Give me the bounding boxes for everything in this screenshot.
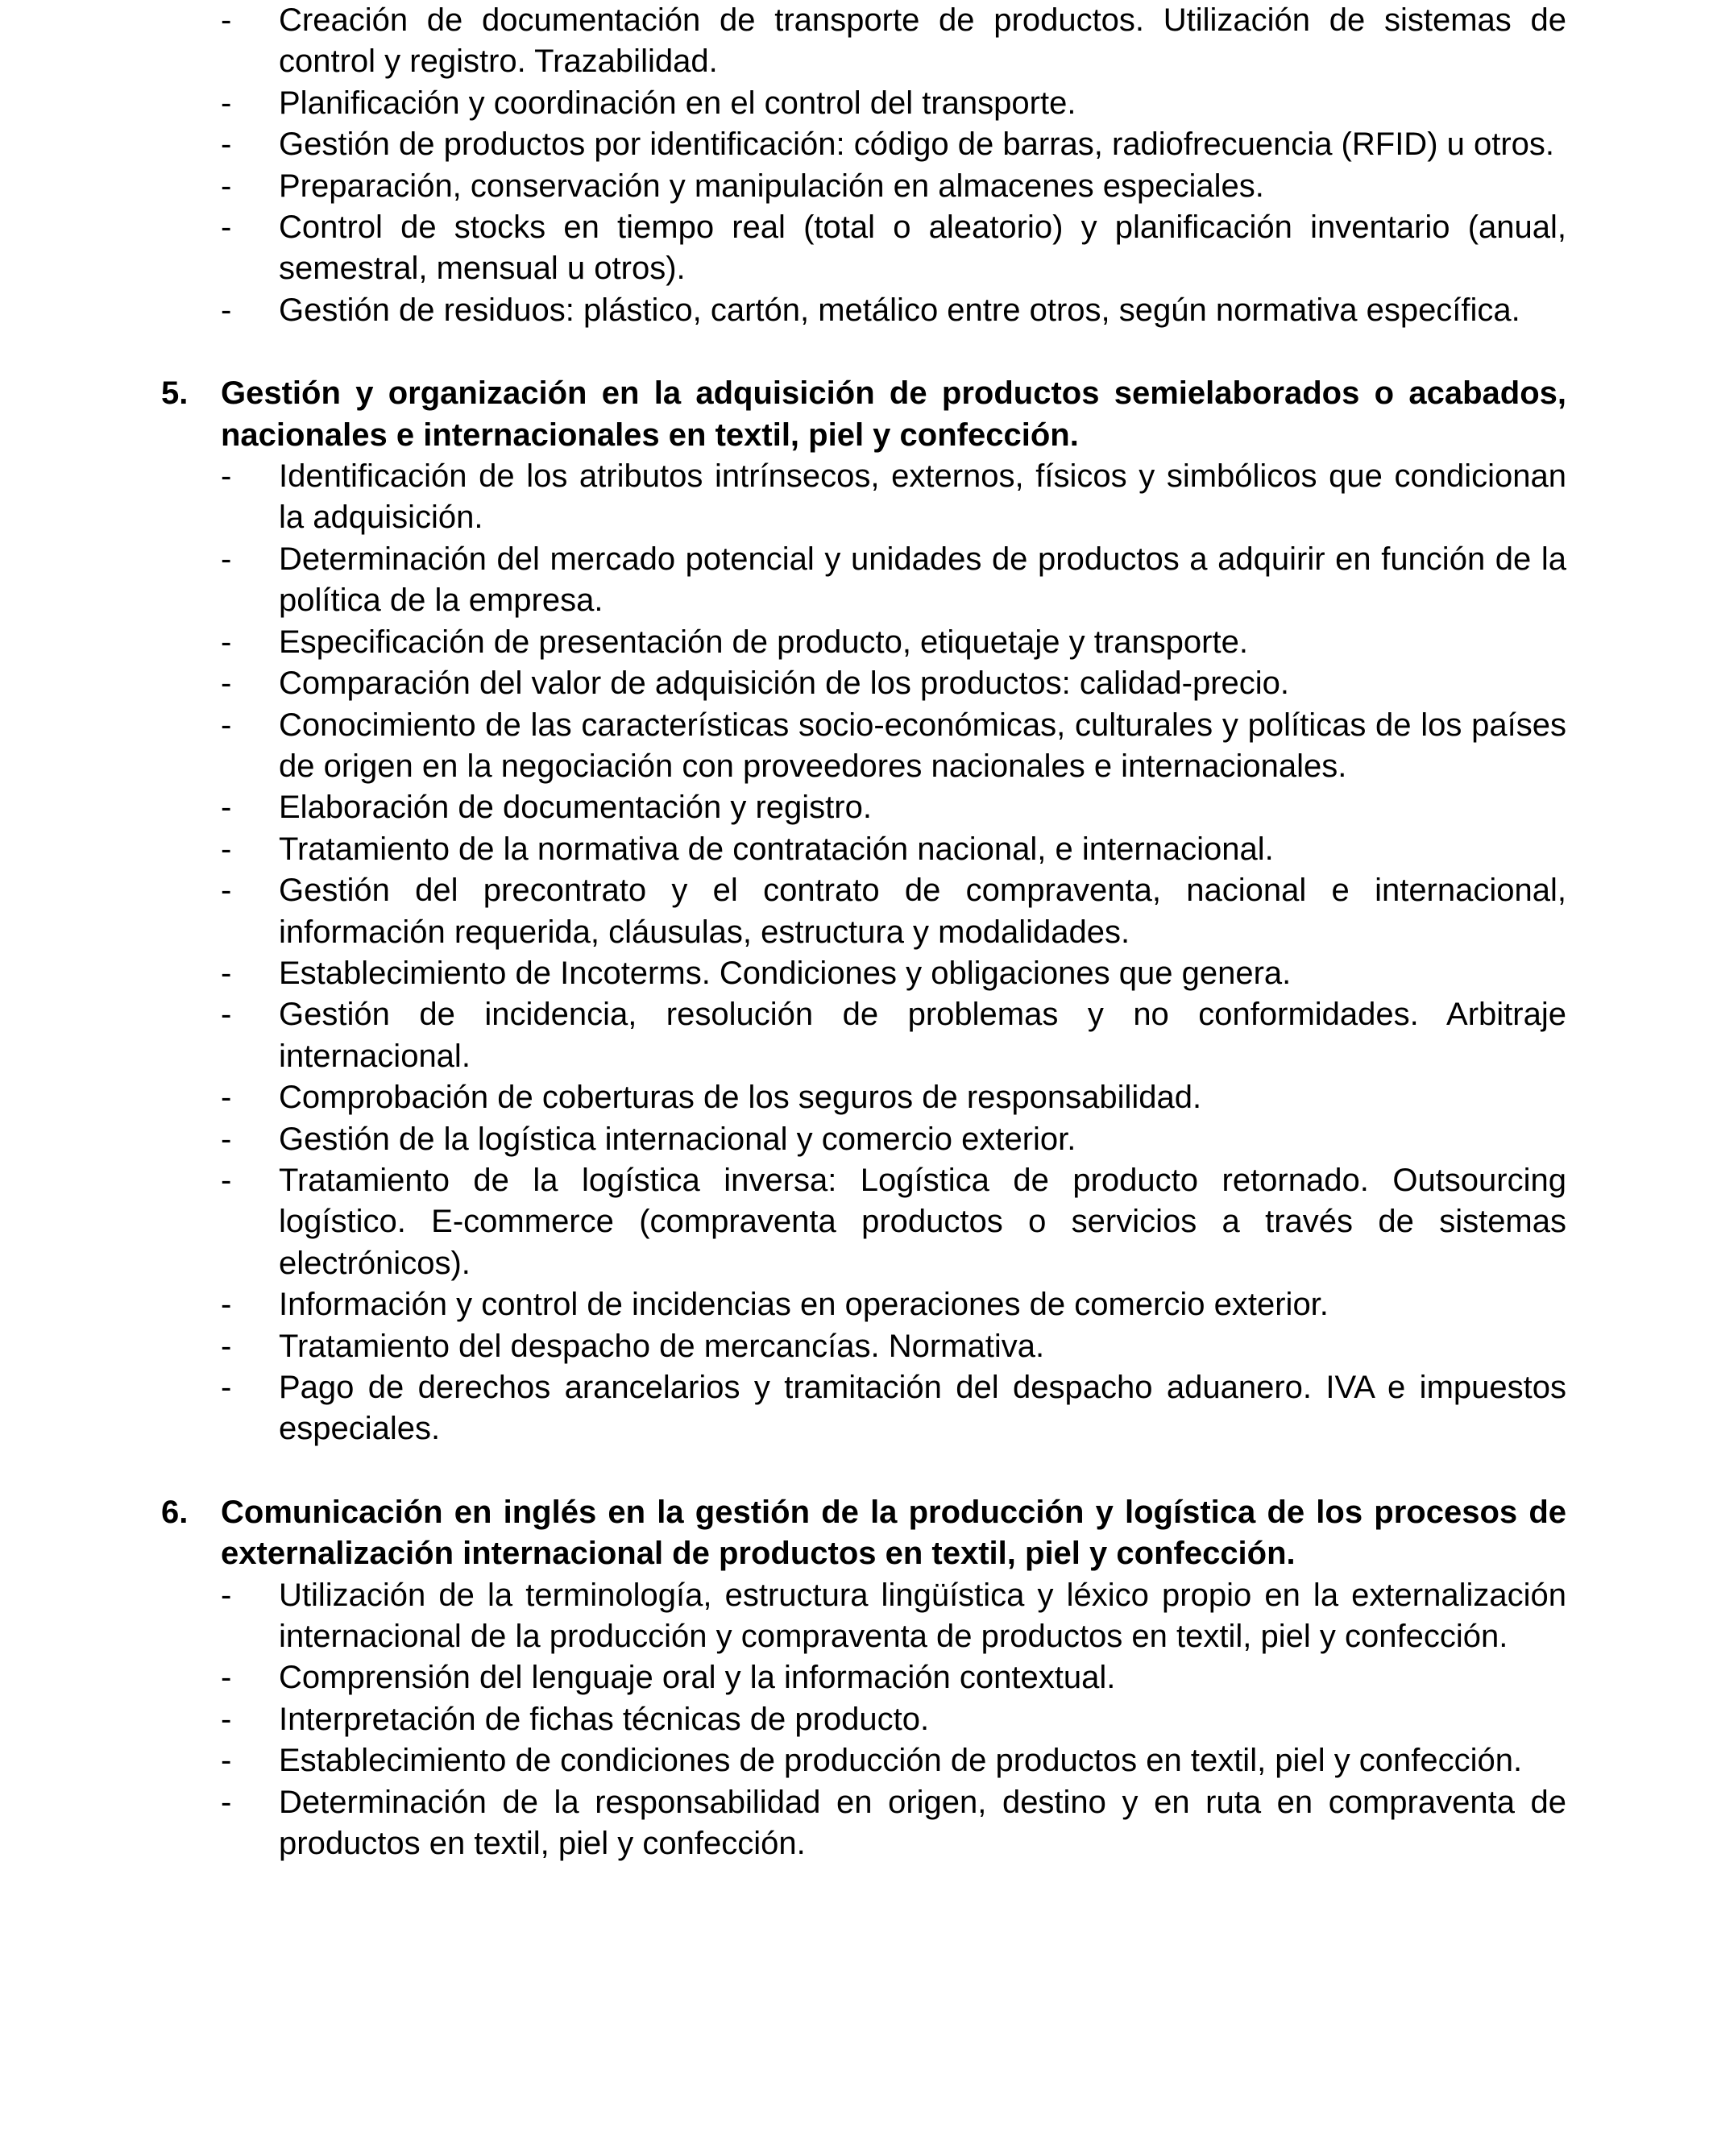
list-item [161,663,1566,704]
list-item-text: Determinación de la responsabilidad en origen, destino y en ruta en compraventa de productos en textil, piel y confección. [279,1784,1566,1862]
list-dash: - [221,126,232,163]
list-item [161,1077,1566,1118]
list-dash: - [221,458,232,495]
list-dash: - [221,624,232,660]
list-item [161,994,1566,1077]
list-item [161,456,1566,539]
list-item-text: Elaboración de documentación y registro. [279,790,872,826]
list-item-text: Planificación y coordinación en el control del transporte. [279,85,1076,121]
list-item [161,1367,1566,1450]
list-item [161,705,1566,788]
list-dash: - [221,85,232,121]
list-item-text: Control de stocks en tiempo real (total o aleatorio) y planificación inventario (anual, semestral, mensual u otros). [279,209,1566,287]
list-dash: - [221,1577,232,1613]
list-dash: - [221,168,232,204]
list-item-text: Establecimiento de Incoterms. Condiciones y obligaciones que genera. [279,955,1292,991]
section-6-list [161,1575,1566,1865]
section-title: Gestión y organización en la adquisición de productos semielaborados o acabados, nacionales e internacionales en textil, piel y confección. [221,375,1566,453]
section-heading [161,1492,1566,1575]
section-heading [161,373,1566,456]
list-item-text: Gestión de residuos: plástico, cartón, metálico entre otros, según normativa específica. [279,292,1520,328]
list-dash: - [221,707,232,743]
section-5-list [161,456,1566,1450]
list-dash: - [221,1743,232,1779]
list-item-text: Información y control de incidencias en operaciones de comercio exterior. [279,1287,1329,1323]
list-item [161,207,1566,290]
list-item-text: Conocimiento de las características socio-económicas, culturales y políticas de los países de origen en la negociación con proveedores nacionales e internacionales. [279,707,1566,784]
list-item-text: Gestión de incidencia, resolución de problemas y no conformidades. Arbitraje internacional. [279,997,1566,1074]
list-dash: - [221,997,232,1033]
list-item [161,1575,1566,1658]
section-title: Comunicación en inglés en la gestión de la producción y logística de los procesos de externalización internacional de productos en textil, piel y confección. [221,1494,1566,1572]
list-dash: - [221,1660,232,1696]
list-dash: - [221,1162,232,1198]
list-dash: - [221,2,232,38]
list-item-text: Preparación, conservación y manipulación en almacenes especiales. [279,168,1264,204]
list-item-text: Pago de derechos arancelarios y tramitación del despacho aduanero. IVA e impuestos especiales. [279,1370,1566,1447]
list-item [161,166,1566,207]
list-item-text: Gestión del precontrato y el contrato de compraventa, nacional e internacional, información requerida, cláusulas, estructura y modalidades. [279,873,1566,950]
list-item [161,1284,1566,1325]
list-item [161,829,1566,870]
list-item-text: Creación de documentación de transporte de productos. Utilización de sistemas de control y registro. Trazabilidad. [279,2,1566,80]
section-6 [161,1492,1566,1865]
list-dash: - [221,1328,232,1364]
list-item [161,953,1566,994]
list-item [161,1740,1566,1781]
section-number: 6. [161,1494,189,1530]
list-item-text: Tratamiento de la logística inversa: Logística de producto retornado. Outsourcing logístico. E-commerce (compraventa productos o servicios a través de sistemas electrónicos). [279,1162,1566,1281]
list-item [161,622,1566,663]
list-item [161,1782,1566,1865]
list-item-text: Especificación de presentación de producto, etiquetaje y transporte. [279,624,1248,660]
list-dash: - [221,292,232,328]
list-dash: - [221,873,232,909]
list-item-text: Tratamiento del despacho de mercancías. Normativa. [279,1328,1045,1364]
list-dash: - [221,1121,232,1157]
list-dash: - [221,209,232,246]
list-dash: - [221,790,232,826]
list-item [161,124,1566,165]
list-item-text: Identificación de los atributos intrínsecos, externos, físicos y simbólicos que condicionan la adquisición. [279,458,1566,536]
list-dash: - [221,1080,232,1116]
list-item [161,290,1566,331]
intro-list [161,0,1566,331]
list-item-text: Comprobación de coberturas de los seguros de responsabilidad. [279,1080,1202,1116]
list-item [161,539,1566,622]
list-dash: - [221,1287,232,1323]
list-item [161,0,1566,83]
list-dash: - [221,1370,232,1405]
list-item-text: Determinación del mercado potencial y unidades de productos a adquirir en función de la política de la empresa. [279,541,1566,619]
section-5 [161,373,1566,1450]
list-item [161,1160,1566,1284]
list-item [161,1119,1566,1160]
list-item-text: Utilización de la terminología, estructura lingüística y léxico propio en la externalización internacional de la producción y compraventa de productos en textil, piel y confección. [279,1577,1566,1655]
list-item-text: Tratamiento de la normativa de contratación nacional, e internacional. [279,831,1274,867]
list-dash: - [221,1701,232,1737]
list-dash: - [221,541,232,577]
section-number: 5. [161,375,189,412]
list-item-text: Gestión de productos por identificación: código de barras, radiofrecuencia (RFID) u otros. [279,126,1555,163]
list-item [161,1657,1566,1698]
list-item [161,1326,1566,1367]
list-item [161,787,1566,828]
list-item-text: Gestión de la logística internacional y comercio exterior. [279,1121,1076,1157]
document-body [161,0,1566,1864]
list-item-text: Comprensión del lenguaje oral y la información contextual. [279,1660,1116,1696]
list-item [161,870,1566,953]
list-item-text: Interpretación de fichas técnicas de producto. [279,1701,930,1737]
list-dash: - [221,665,232,702]
list-item [161,1699,1566,1740]
list-item [161,83,1566,124]
list-item-text: Comparación del valor de adquisición de los productos: calidad-precio. [279,665,1290,702]
list-dash: - [221,955,232,991]
list-dash: - [221,1784,232,1820]
list-dash: - [221,831,232,867]
list-item-text: Establecimiento de condiciones de producción de productos en textil, piel y confección. [279,1743,1523,1779]
